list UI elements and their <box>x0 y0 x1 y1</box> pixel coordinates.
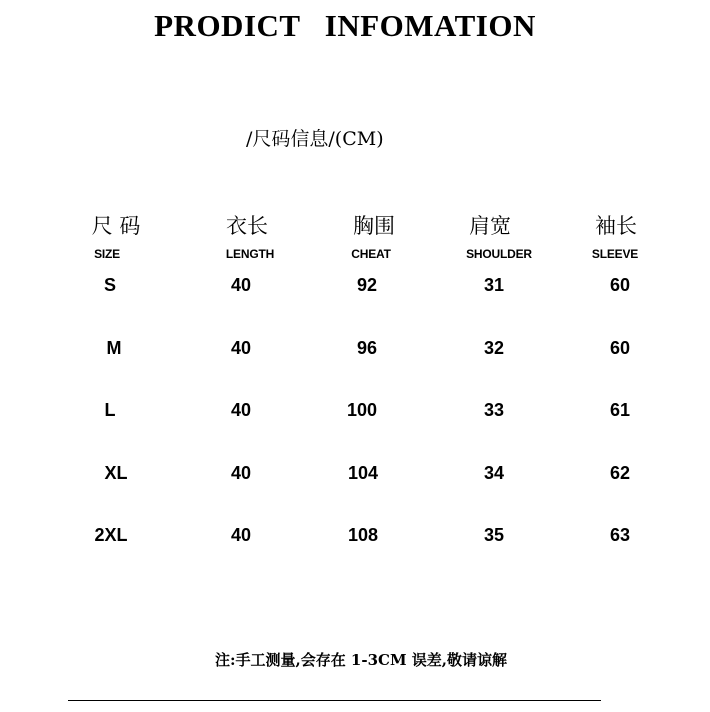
header-length-en: LENGTH <box>225 247 275 261</box>
cell-sleeve: 60 <box>609 338 631 358</box>
unit-note: /尺码信息/(CM) <box>246 128 384 150</box>
header-chest-en: CHEAT <box>351 247 391 261</box>
cell-sleeve: 60 <box>609 275 631 295</box>
measurement-footnote: 注:手工测量,会存在 1-3CM 误差,敬请谅解 <box>214 651 508 669</box>
cell-length: 40 <box>230 525 252 545</box>
header-length-zh: 衣长 <box>226 214 268 238</box>
header-size-en: SIZE <box>94 247 120 261</box>
cell-chest: 108 <box>347 525 379 545</box>
cell-sleeve: 61 <box>609 400 631 420</box>
cell-shoulder: 32 <box>483 338 505 358</box>
bottom-divider <box>68 700 601 701</box>
cell-chest: 104 <box>347 463 379 483</box>
cell-chest: 92 <box>356 275 378 295</box>
cell-length: 40 <box>230 338 252 358</box>
cell-shoulder: 33 <box>483 400 505 420</box>
cell-length: 40 <box>230 400 252 420</box>
cell-size: M <box>106 338 122 358</box>
page-title: PRODICT INFOMATION <box>154 8 536 43</box>
cell-sleeve: 62 <box>609 463 631 483</box>
cell-size: L <box>104 400 116 420</box>
cell-shoulder: 34 <box>483 463 505 483</box>
header-shoulder-zh: 肩宽 <box>469 214 511 238</box>
header-size-zh: 尺 码 <box>91 214 141 238</box>
header-sleeve-en: SLEEVE <box>591 247 639 261</box>
cell-shoulder: 35 <box>483 525 505 545</box>
cell-shoulder: 31 <box>483 275 505 295</box>
header-sleeve-zh: 袖长 <box>595 214 637 238</box>
cell-length: 40 <box>230 275 252 295</box>
cell-sleeve: 63 <box>609 525 631 545</box>
cell-size: 2XL <box>94 525 128 545</box>
header-chest-zh: 胸围 <box>353 214 395 238</box>
header-shoulder-en: SHOULDER <box>466 247 532 261</box>
cell-chest: 96 <box>356 338 378 358</box>
cell-chest: 100 <box>346 400 378 420</box>
cell-size: XL <box>104 463 128 483</box>
cell-size: S <box>103 275 117 295</box>
cell-length: 40 <box>230 463 252 483</box>
